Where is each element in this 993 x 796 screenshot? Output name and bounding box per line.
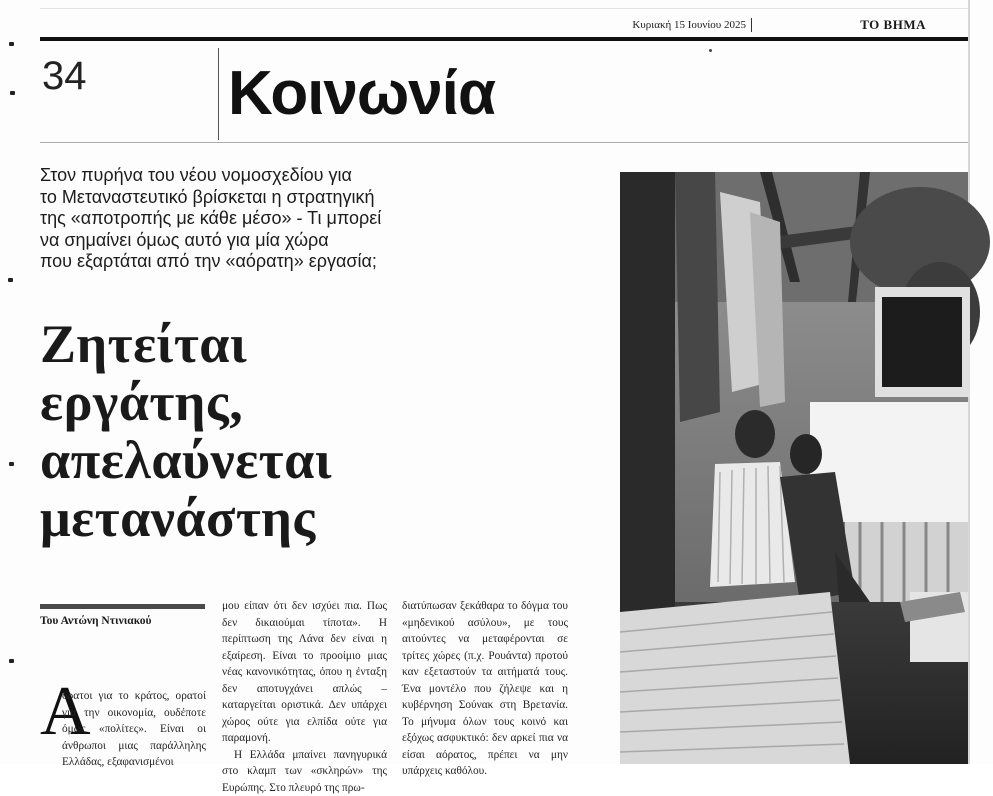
- body-column-1: [62, 688, 206, 771]
- article-lede: Στον πυρήνα του νέου νομοσχεδίου για το Μεταναστευτικό βρίσκεται η στρατηγική της «αποτροπής με κάθε μέσο» - Τι μπορεί να σημαίνει όμως αυτό για μία χώρα που εξαρτάται από την «αόρατη» εργασία;: [40, 165, 600, 273]
- dateline: [40, 18, 968, 34]
- body-paragraph: μου είπαν ότι δεν ισχύει πια. Πως δεν δικαιούμαι τίποτα». Η περίπτωση της Λάνα δεν είναι η εξαίρεση. Είναι το προοίμιο μιας νέας κανονικότητας, όπου η ένταξη δεν αποτυγχάνει απλώς – καταργείται οριστικά. Δεν υπάρχει χώρος ούτε για ελπίδα ούτε για παραμονή.: [222, 598, 387, 747]
- article-photo: [620, 172, 968, 764]
- body-paragraph: διατύπωσαν ξεκάθαρα το δόγμα του «μηδενικού ασύλου», με τους αιτούντες να μεταφέρονται σε τρίτες χώρες (π.χ. Ρουάντα) προτού καν εξεταστούν τα αιτήματά τους. Ένα μοντέλο που ζήλεψε και η κυβέρνηση Σούνακ στη Βρετανία. Το μήνυμα όλων τους κοινό και εξόχως ασφυκτικό: δεν αρκεί πια να είσαι αόρατος, πρέπει να μην υπάρχεις καθόλου.: [402, 598, 568, 780]
- article-headline: [40, 315, 600, 547]
- headline-line: μετανάστης: [40, 489, 600, 547]
- issue-date: Κυριακή 15 Ιουνίου 2025: [632, 19, 746, 31]
- top-edge-rule: [40, 8, 970, 9]
- header-rule: [40, 37, 968, 41]
- body-column-3: [402, 598, 568, 780]
- body-column-2: [222, 598, 387, 796]
- section-title: Κοινωνία: [228, 58, 495, 129]
- headline-line: εργάτης,: [40, 373, 600, 431]
- margin-mark: [10, 91, 15, 95]
- byline: Του Αντώνη Ντινιακού: [40, 615, 152, 627]
- margin-mark: [9, 42, 14, 46]
- headline-line: απελαύνεται: [40, 431, 600, 489]
- drop-cap: Α: [40, 681, 91, 743]
- headline-line: Ζητείται: [40, 315, 600, 373]
- section-divider: [218, 48, 219, 140]
- page-number: 34: [42, 54, 87, 99]
- body-paragraph: Η Ελλάδα μπαίνει πανηγυρικά στο κλαμπ των «σκληρών» της Ευρώπης. Στο πλευρό της πρω-: [222, 747, 387, 796]
- body-paragraph: όρατοι για το κράτος, ορατοί για την οικονομία, ουδέποτε όμως «πολίτες». Είναι οι άνθρωποι μιας παράλληλης Ελλάδας, εξαφανισμένοι: [62, 688, 206, 771]
- margin-mark: [9, 659, 14, 663]
- byline-rule: [40, 604, 205, 609]
- photo-migrant-workers-shack: [620, 172, 968, 764]
- scan-speck: [709, 49, 712, 52]
- margin-mark: [8, 278, 13, 282]
- dateline-separator: [751, 18, 752, 32]
- newspaper-name: ΤΟ ΒΗΜΑ: [860, 17, 926, 33]
- section-rule: [40, 142, 968, 143]
- margin-mark: [9, 462, 14, 466]
